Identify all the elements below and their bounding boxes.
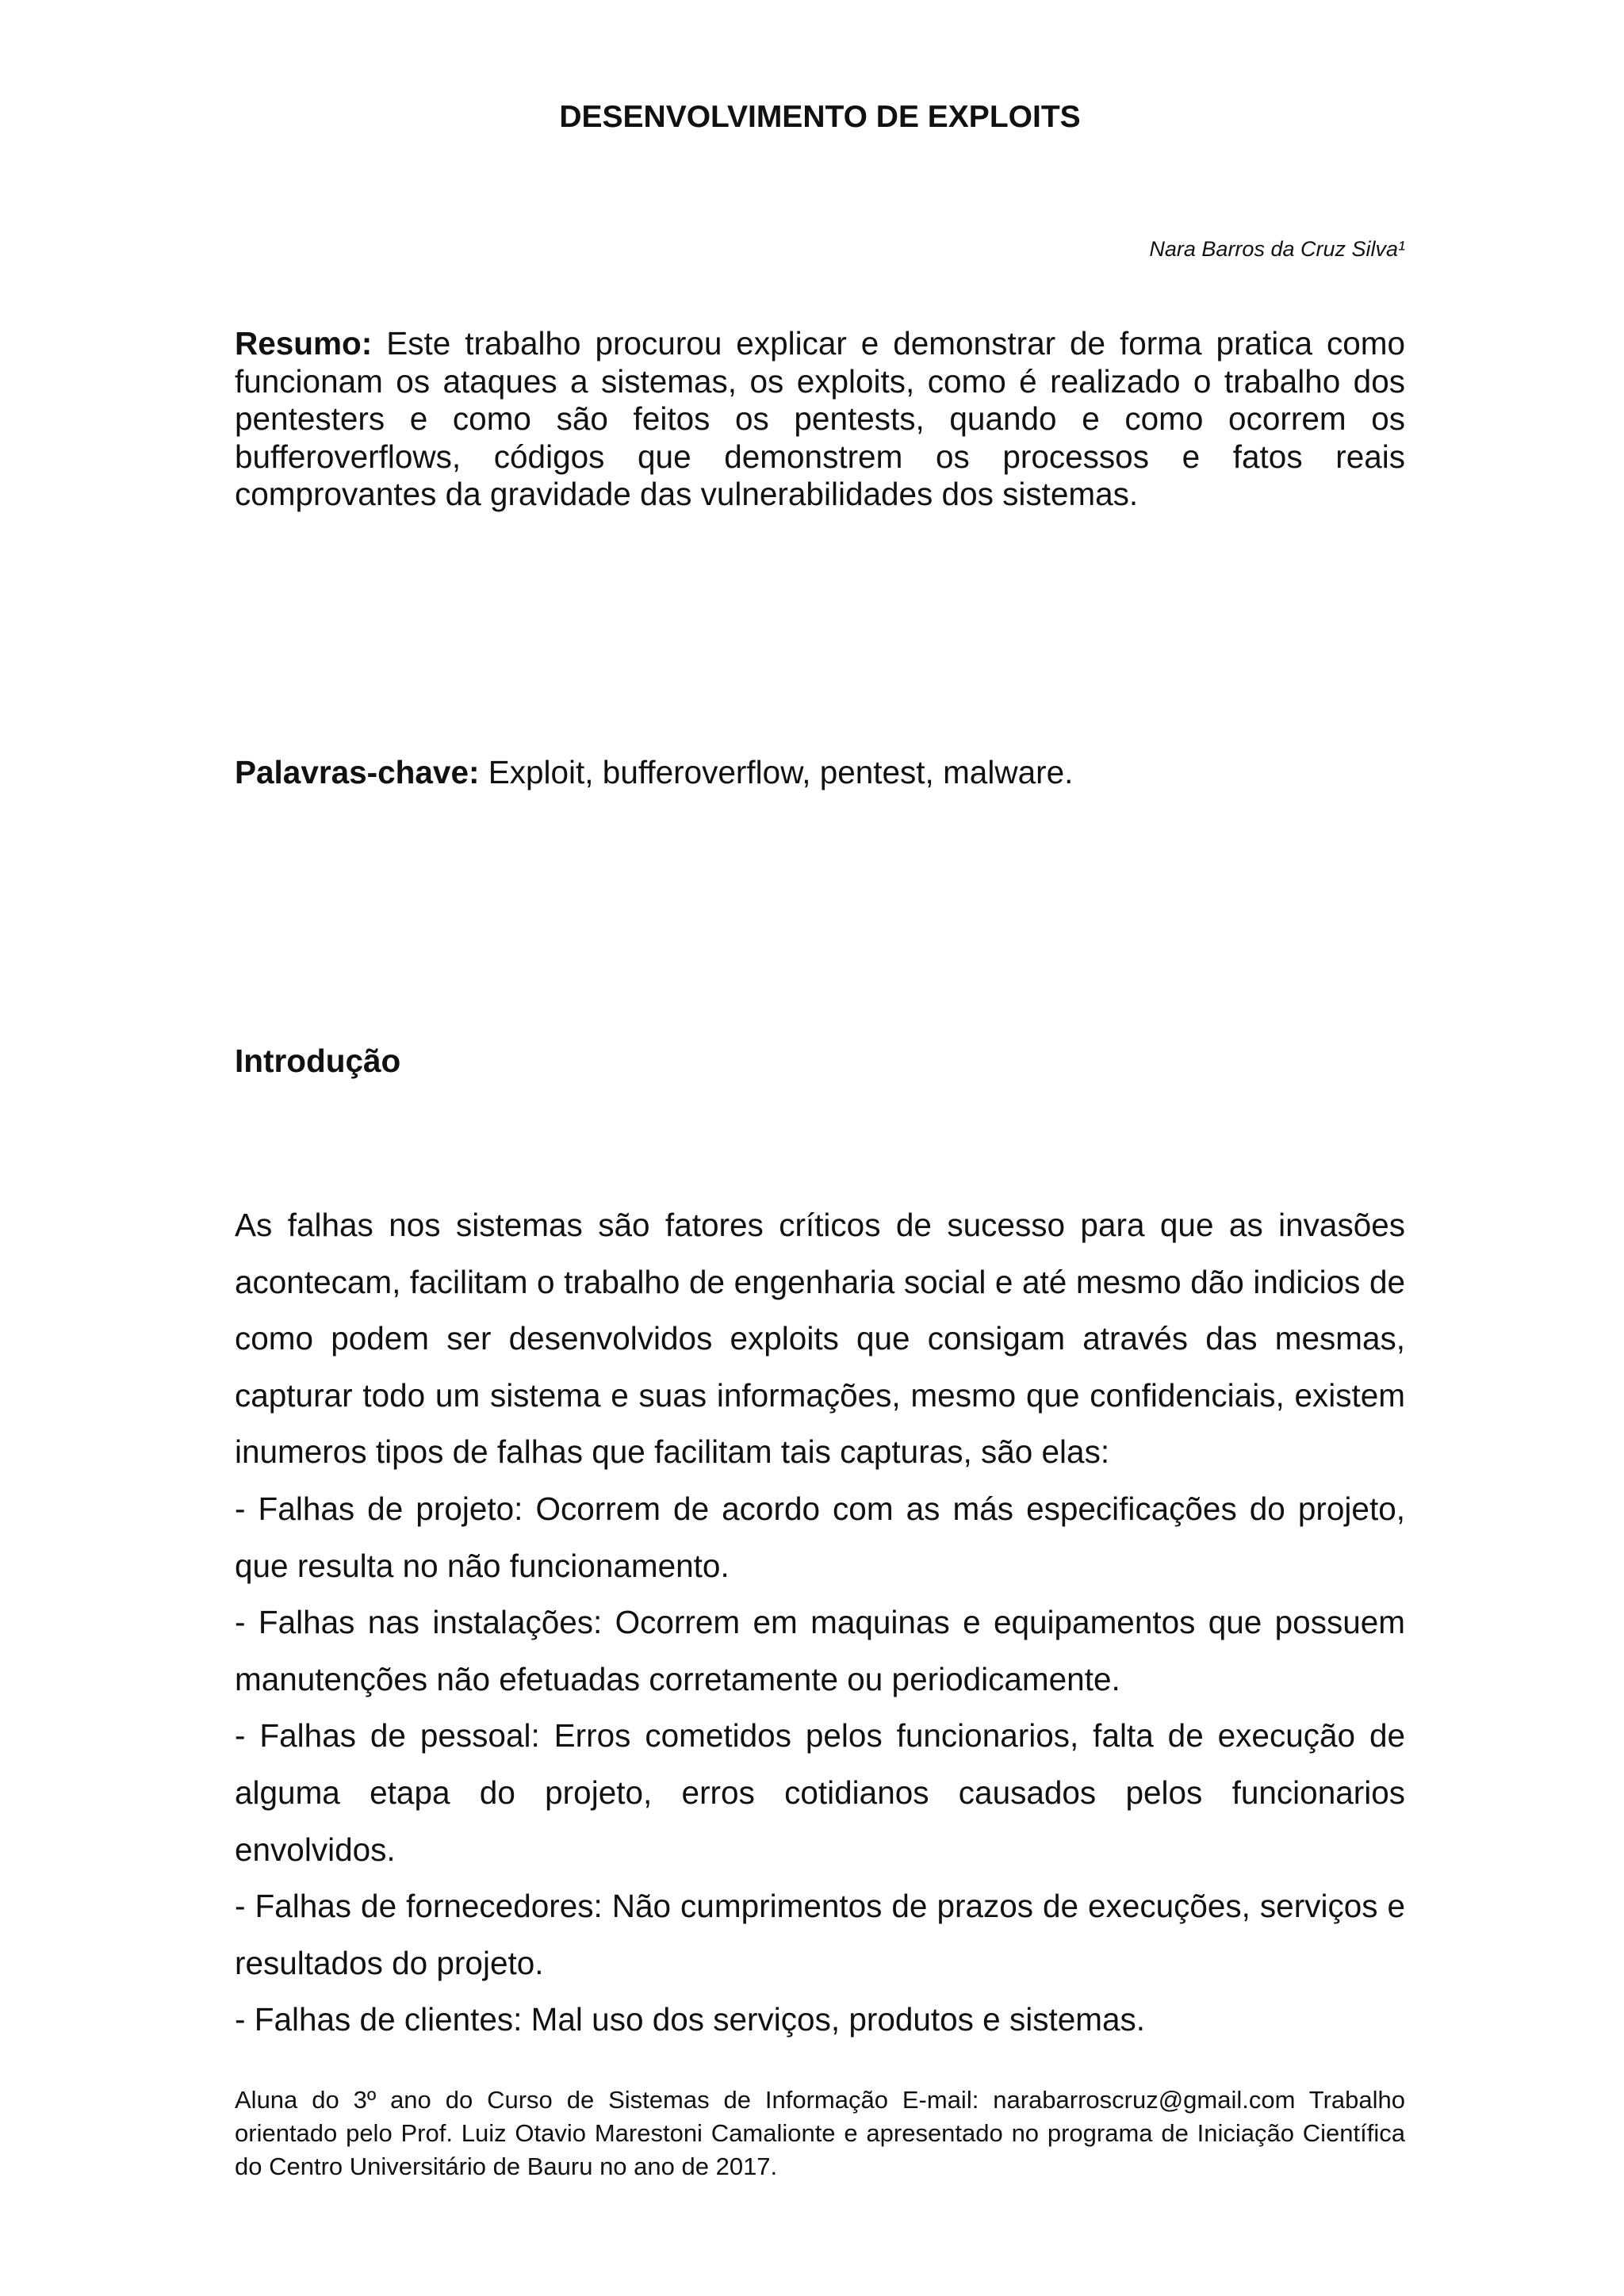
keywords-label: Palavras-chave: [235, 754, 480, 790]
intro-list-item: - Falhas de clientes: Mal uso dos serviços, produtos e sistemas. [235, 2001, 1146, 2038]
keywords [235, 750, 1405, 794]
author-name: Nara Barros da Cruz Silva¹ [1149, 237, 1405, 261]
intro-list-item: - Falhas de fornecedores: Não cumprimentos de prazos de execuções, serviços e resultados do projeto. [235, 1888, 1405, 1981]
intro-list-item: - Falhas de pessoal: Erros cometidos pelos funcionarios, falta de execução de alguma etapa do projeto, erros cotidianos causados pelos funcionarios envolvidos. [235, 1717, 1405, 1868]
keywords-text: Exploit, bufferoverflow, pentest, malware. [488, 754, 1074, 790]
abstract-label: Resumo: [235, 325, 373, 362]
intro-list-item: - Falhas nas instalações: Ocorrem em maquinas e equipamentos que possuem manutenções não efetuadas corretamente ou periodicamente. [235, 1604, 1405, 1697]
abstract-text: Este trabalho procurou explicar e demonstrar de forma pratica como funcionam os ataques a sistemas, os exploits, como é realizado o trabalho dos pentesters e como são feitos os pentests, quando e como ocorrem os bufferoverflows, códigos que demonstrem os processos e fatos reais comprovantes da gravidade das vulnerabilidades dos sistemas. [235, 325, 1405, 512]
intro-paragraph: As falhas nos sistemas são fatores críticos de sucesso para que as invasões acontecam, facilitam o trabalho de engenharia social e até mesmo dão indicios de como podem ser desenvolvidos exploits que consigam através das mesmas, capturar todo um sistema e suas informações, mesmo que confidenciais, existem inumeros tipos de falhas que facilitam tais capturas, são elas: [235, 1207, 1405, 1471]
document-title: DESENVOLVIMENTO DE EXPLOITS [559, 100, 1081, 134]
abstract [235, 325, 1405, 514]
introduction-heading: Introdução [235, 1043, 401, 1079]
intro-list-item: - Falhas de projeto: Ocorrem de acordo com as más especificações do projeto, que resulta no não funcionamento. [235, 1490, 1405, 1584]
introduction-body [235, 1197, 1405, 2049]
footnote: Aluna do 3º ano do Curso de Sistemas de Informação E-mail: narabarroscruz@gmail.com Trabalho orientado pelo Prof. Luiz Otavio Marestoni Camalionte e apresentado no programa de Iniciação Científica do Centro Universitário de Bauru no ano de 2017. [235, 2086, 1405, 2180]
